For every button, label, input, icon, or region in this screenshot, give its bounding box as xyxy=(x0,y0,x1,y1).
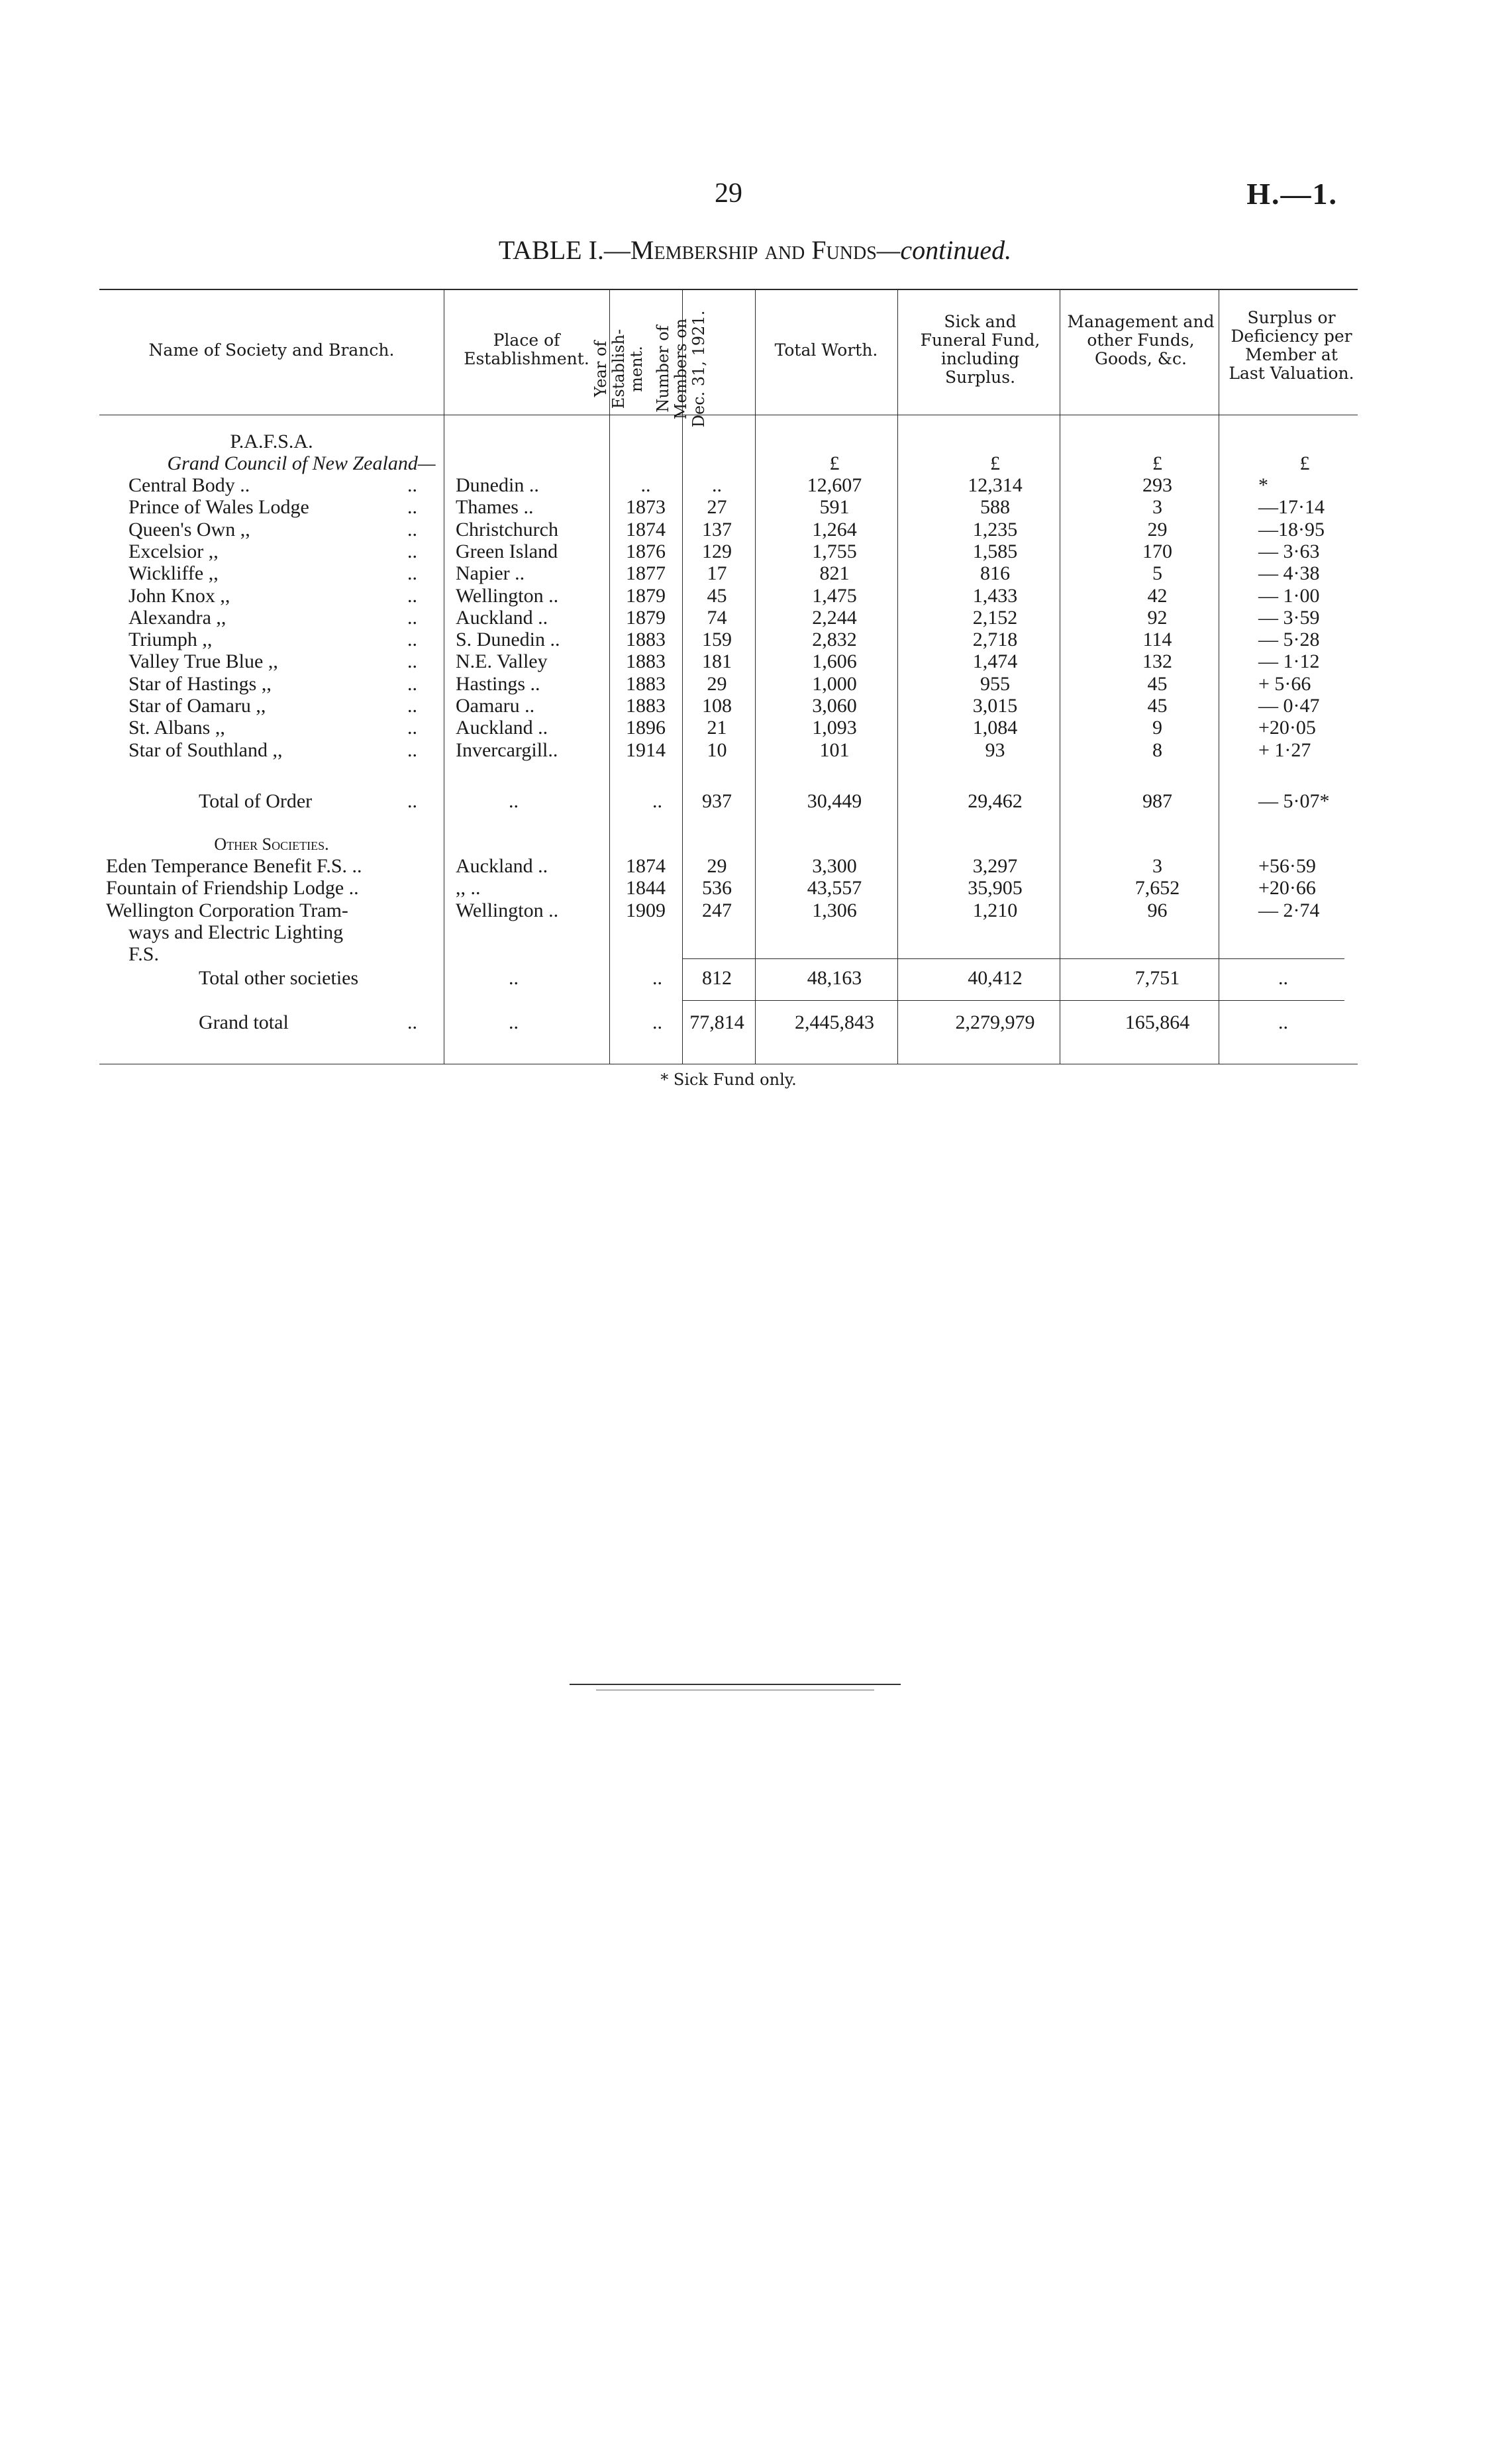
branch-name: Excelsior ,, xyxy=(128,540,219,562)
total-order-mgmt: 987 xyxy=(1142,790,1172,812)
surplus-cell: — 1·00 xyxy=(1258,584,1320,607)
leader-dots: .. xyxy=(407,496,417,519)
place-cell: ,, .. xyxy=(456,877,481,899)
total-worth-cell: 1,264 xyxy=(812,518,857,540)
management-cell: 7,652 xyxy=(1134,877,1180,899)
grand-total-mgmt: 165,864 xyxy=(1125,1011,1190,1033)
sick-fund-cell: 955 xyxy=(980,672,1010,695)
year-cell: 1896 xyxy=(626,717,666,739)
place-cell: N.E. Valley xyxy=(456,650,548,673)
branch-name: Valley True Blue ,, xyxy=(128,650,278,673)
year-cell: 1874 xyxy=(626,518,666,540)
header-surplus: Surplus or Deficiency per Member at Last Valuation. xyxy=(1229,308,1354,383)
section-title-pafsa xyxy=(99,431,1358,452)
branch-name: Queen's Own ,, xyxy=(128,518,250,540)
grand-total-total: 2,445,843 xyxy=(795,1011,874,1033)
place-cell: Wellington .. xyxy=(456,584,559,607)
grand-total-place: .. xyxy=(509,1011,519,1033)
management-cell: 45 xyxy=(1147,695,1168,717)
sick-fund-cell: 1,585 xyxy=(972,540,1018,562)
place-cell: Auckland .. xyxy=(456,717,548,739)
members-cell: 536 xyxy=(702,877,732,899)
total-other-place: .. xyxy=(509,967,519,989)
total-worth-cell: 1,606 xyxy=(812,650,857,673)
total-other-year: .. xyxy=(652,967,662,989)
table-row xyxy=(99,717,1358,739)
society-name: Wellington Corporation Tram- xyxy=(106,899,348,921)
members-cell: 108 xyxy=(702,695,732,717)
year-cell: 1909 xyxy=(626,899,666,921)
place-cell: Invercargill.. xyxy=(456,739,558,761)
section-subtitle-row xyxy=(99,452,1358,474)
members-cell: 137 xyxy=(702,518,732,540)
surplus-cell: —18·95 xyxy=(1258,518,1325,540)
grand-total-name: Grand total xyxy=(199,1011,289,1033)
sick-fund-cell: 1,433 xyxy=(972,584,1018,607)
unit-surplus: £ xyxy=(1299,452,1310,474)
document-code: H.—1. xyxy=(1246,177,1338,211)
total-other-members: 812 xyxy=(702,967,732,989)
surplus-cell: —17·14 xyxy=(1258,496,1325,519)
total-worth-cell: 12,607 xyxy=(807,474,862,496)
management-cell: 92 xyxy=(1147,606,1168,629)
table-title-prefix: TABLE I.— xyxy=(498,235,630,265)
year-cell: 1914 xyxy=(626,739,666,761)
surplus-cell: * xyxy=(1258,474,1268,496)
total-other-sick: 40,412 xyxy=(968,967,1023,989)
leader-dots: .. xyxy=(407,739,417,761)
place-cell: Auckland .. xyxy=(456,606,548,629)
header-year: Year of Establish- ment. xyxy=(591,329,646,409)
management-cell: 9 xyxy=(1152,717,1162,739)
place-cell: Green Island xyxy=(456,540,558,562)
management-cell: 45 xyxy=(1147,672,1168,695)
grand-total-members: 77,814 xyxy=(689,1011,744,1033)
branch-name: Star of Southland ,, xyxy=(128,739,283,761)
members-cell: 159 xyxy=(702,629,732,651)
surplus-cell: — 3·59 xyxy=(1258,606,1320,629)
sick-fund-cell: 2,152 xyxy=(972,606,1018,629)
place-cell: Oamaru .. xyxy=(456,695,535,717)
table-row-continuation xyxy=(99,921,1358,943)
total-worth-cell: 1,093 xyxy=(812,717,857,739)
total-order-total: 30,449 xyxy=(807,790,862,812)
management-cell: 42 xyxy=(1147,584,1168,607)
society-name: Eden Temperance Benefit F.S. .. xyxy=(106,855,362,877)
branch-name: Alexandra ,, xyxy=(128,606,226,629)
management-cell: 96 xyxy=(1147,899,1168,921)
table-row xyxy=(99,650,1358,672)
management-cell: 3 xyxy=(1152,855,1162,877)
unit-mgmt: £ xyxy=(1152,452,1162,474)
total-worth-cell: 1,000 xyxy=(812,672,857,695)
society-name-continued: F.S. xyxy=(128,943,159,966)
management-cell: 170 xyxy=(1142,540,1172,562)
section2-title: Other Societies. xyxy=(214,835,329,854)
year-cell: 1879 xyxy=(626,584,666,607)
surplus-cell: — 4·38 xyxy=(1258,562,1320,585)
total-worth-cell: 591 xyxy=(819,496,850,519)
surplus-cell: + 1·27 xyxy=(1258,739,1311,761)
grand-total-sick: 2,279,979 xyxy=(955,1011,1035,1033)
header-name: Name of Society and Branch. xyxy=(148,340,395,360)
total-worth-cell: 1,475 xyxy=(812,584,857,607)
sick-fund-cell: 3,015 xyxy=(972,695,1018,717)
branch-name: Star of Hastings ,, xyxy=(128,672,272,695)
year-cell: 1883 xyxy=(626,650,666,673)
place-cell: Hastings .. xyxy=(456,672,540,695)
year-cell: 1844 xyxy=(626,877,666,899)
branch-name: John Knox ,, xyxy=(128,584,230,607)
total-order-year: .. xyxy=(652,790,662,812)
section-title-other xyxy=(99,833,1358,855)
total-worth-cell: 2,244 xyxy=(812,606,857,629)
year-cell: .. xyxy=(640,474,651,496)
place-cell: S. Dunedin .. xyxy=(456,629,560,651)
members-cell: 17 xyxy=(707,562,727,585)
section1-subtitle: Grand Council of New Zealand— xyxy=(167,452,436,474)
members-cell: 247 xyxy=(702,899,732,921)
place-cell: Thames .. xyxy=(456,496,534,519)
table-title xyxy=(358,234,1152,266)
sick-fund-cell: 93 xyxy=(985,739,1005,761)
surplus-cell: + 5·66 xyxy=(1258,672,1311,695)
place-cell: Christchurch xyxy=(456,518,558,540)
management-cell: 293 xyxy=(1142,474,1172,496)
total-worth-cell: 1,306 xyxy=(812,899,857,921)
members-cell: .. xyxy=(712,474,722,496)
total-order-surplus: — 5·07* xyxy=(1258,790,1330,812)
year-cell: 1876 xyxy=(626,540,666,562)
header-sick: Sick and Funeral Fund, including Surplus. xyxy=(920,312,1040,387)
surplus-cell: +20·66 xyxy=(1258,877,1316,899)
total-order-name: Total of Order xyxy=(199,790,313,812)
total-order-rule xyxy=(682,1000,1344,1001)
table-row xyxy=(99,629,1358,650)
place-cell: Napier .. xyxy=(456,562,525,585)
sick-fund-cell: 12,314 xyxy=(968,474,1023,496)
total-worth-cell: 43,557 xyxy=(807,877,862,899)
branch-name: Star of Oamaru ,, xyxy=(128,695,266,717)
place-cell: Dunedin .. xyxy=(456,474,539,496)
branch-name: Wickliffe ,, xyxy=(128,562,219,585)
total-other-mgmt: 7,751 xyxy=(1134,967,1180,989)
table-row-continuation xyxy=(99,943,1358,965)
sick-fund-cell: 1,235 xyxy=(972,518,1018,540)
total-other-surplus: .. xyxy=(1278,967,1288,989)
total-worth-cell: 2,832 xyxy=(812,629,857,651)
total-other-total: 48,163 xyxy=(807,967,862,989)
members-cell: 181 xyxy=(702,650,732,673)
surplus-cell: — 3·63 xyxy=(1258,540,1320,562)
year-cell: 1877 xyxy=(626,562,666,585)
total-worth-cell: 3,300 xyxy=(812,855,857,877)
society-name: Fountain of Friendship Lodge .. xyxy=(106,877,359,899)
total-order-sick: 29,462 xyxy=(968,790,1023,812)
management-cell: 8 xyxy=(1152,739,1162,761)
table-row xyxy=(99,496,1358,518)
year-cell: 1874 xyxy=(626,855,666,877)
leader-dots: .. xyxy=(407,540,417,562)
place-cell: Wellington .. xyxy=(456,899,559,921)
header-mgmt: Management and other Funds, Goods, &c. xyxy=(1067,312,1215,368)
membership-funds-table xyxy=(99,285,1358,1066)
total-worth-cell: 3,060 xyxy=(812,695,857,717)
table-row xyxy=(99,877,1358,899)
members-cell: 74 xyxy=(707,606,727,629)
table-row xyxy=(99,855,1358,877)
leader-dots: .. xyxy=(407,672,417,695)
year-cell: 1873 xyxy=(626,496,666,519)
sick-fund-cell: 2,718 xyxy=(972,629,1018,651)
year-cell: 1883 xyxy=(626,695,666,717)
grand-total-dots: .. xyxy=(407,1011,417,1033)
management-cell: 132 xyxy=(1142,650,1172,673)
leader-dots: .. xyxy=(407,562,417,585)
leader-dots: .. xyxy=(407,474,417,496)
society-name-continued: ways and Electric Lighting xyxy=(128,921,344,943)
members-cell: 21 xyxy=(707,717,727,739)
unit-total: £ xyxy=(829,452,840,474)
total-of-order-row xyxy=(99,790,1358,812)
header-total: Total Worth. xyxy=(774,340,878,360)
page-number: 29 xyxy=(715,178,742,209)
grand-total-surplus: .. xyxy=(1278,1011,1288,1033)
total-worth-cell: 1,755 xyxy=(812,540,857,562)
table-row xyxy=(99,474,1358,496)
table-row xyxy=(99,739,1358,761)
leader-dots: .. xyxy=(407,695,417,717)
leader-dots: .. xyxy=(407,606,417,629)
surplus-cell: — 2·74 xyxy=(1258,899,1320,921)
branch-name: Prince of Wales Lodge xyxy=(128,496,309,519)
section1-title: P.A.F.S.A. xyxy=(230,431,313,452)
members-cell: 129 xyxy=(702,540,732,562)
management-cell: 29 xyxy=(1147,518,1168,540)
table-row xyxy=(99,607,1358,629)
table-row xyxy=(99,695,1358,717)
total-order-place: .. xyxy=(509,790,519,812)
branch-name: St. Albans ,, xyxy=(128,717,225,739)
leader-dots: .. xyxy=(407,629,417,651)
surplus-cell: +20·05 xyxy=(1258,717,1316,739)
place-cell: Auckland .. xyxy=(456,855,548,877)
table-row xyxy=(99,673,1358,695)
sick-fund-cell: 35,905 xyxy=(968,877,1023,899)
surplus-cell: — 5·28 xyxy=(1258,629,1320,651)
total-order-dots: .. xyxy=(407,790,417,812)
surplus-cell: — 1·12 xyxy=(1258,650,1320,673)
table-top-rule xyxy=(99,289,1358,290)
sick-fund-cell: 816 xyxy=(980,562,1010,585)
total-other-row xyxy=(99,967,1358,989)
members-cell: 45 xyxy=(707,584,727,607)
table-row xyxy=(99,540,1358,562)
management-cell: 5 xyxy=(1152,562,1162,585)
members-cell: 27 xyxy=(707,496,727,519)
table-title-suffix: —continued. xyxy=(876,235,1012,265)
table-row xyxy=(99,899,1358,921)
total-order-members: 937 xyxy=(702,790,732,812)
grand-total-row xyxy=(99,1011,1358,1033)
total-other-name: Total other societies xyxy=(199,967,359,989)
total-worth-cell: 821 xyxy=(819,562,850,585)
header-members: Number of Members on Dec. 31, 1921. xyxy=(654,310,708,428)
members-cell: 10 xyxy=(707,739,727,761)
year-cell: 1883 xyxy=(626,672,666,695)
surplus-cell: +56·59 xyxy=(1258,855,1316,877)
unit-sick: £ xyxy=(990,452,1000,474)
year-cell: 1879 xyxy=(626,606,666,629)
members-cell: 29 xyxy=(707,672,727,695)
sick-fund-cell: 3,297 xyxy=(972,855,1018,877)
leader-dots: .. xyxy=(407,518,417,540)
table-title-main: Membership and Funds xyxy=(630,235,877,265)
branch-name: Triumph ,, xyxy=(128,629,213,651)
footnote: * Sick Fund only. xyxy=(660,1070,797,1089)
year-cell: 1883 xyxy=(626,629,666,651)
grand-total-year: .. xyxy=(652,1011,662,1033)
sick-fund-cell: 1,474 xyxy=(972,650,1018,673)
leader-dots: .. xyxy=(407,650,417,673)
sick-fund-cell: 1,084 xyxy=(972,717,1018,739)
sick-fund-cell: 588 xyxy=(980,496,1010,519)
members-cell: 29 xyxy=(707,855,727,877)
management-cell: 114 xyxy=(1142,629,1172,651)
header-place: Place of Establishment. xyxy=(464,331,589,368)
leader-dots: .. xyxy=(407,584,417,607)
branch-name: Central Body .. xyxy=(128,474,250,496)
total-worth-cell: 101 xyxy=(819,739,850,761)
page-end-rule xyxy=(570,1684,901,1685)
leader-dots: .. xyxy=(407,717,417,739)
table-row xyxy=(99,585,1358,607)
table-row xyxy=(99,519,1358,540)
sick-fund-cell: 1,210 xyxy=(972,899,1018,921)
table-row xyxy=(99,562,1358,584)
surplus-cell: — 0·47 xyxy=(1258,695,1320,717)
management-cell: 3 xyxy=(1152,496,1162,519)
